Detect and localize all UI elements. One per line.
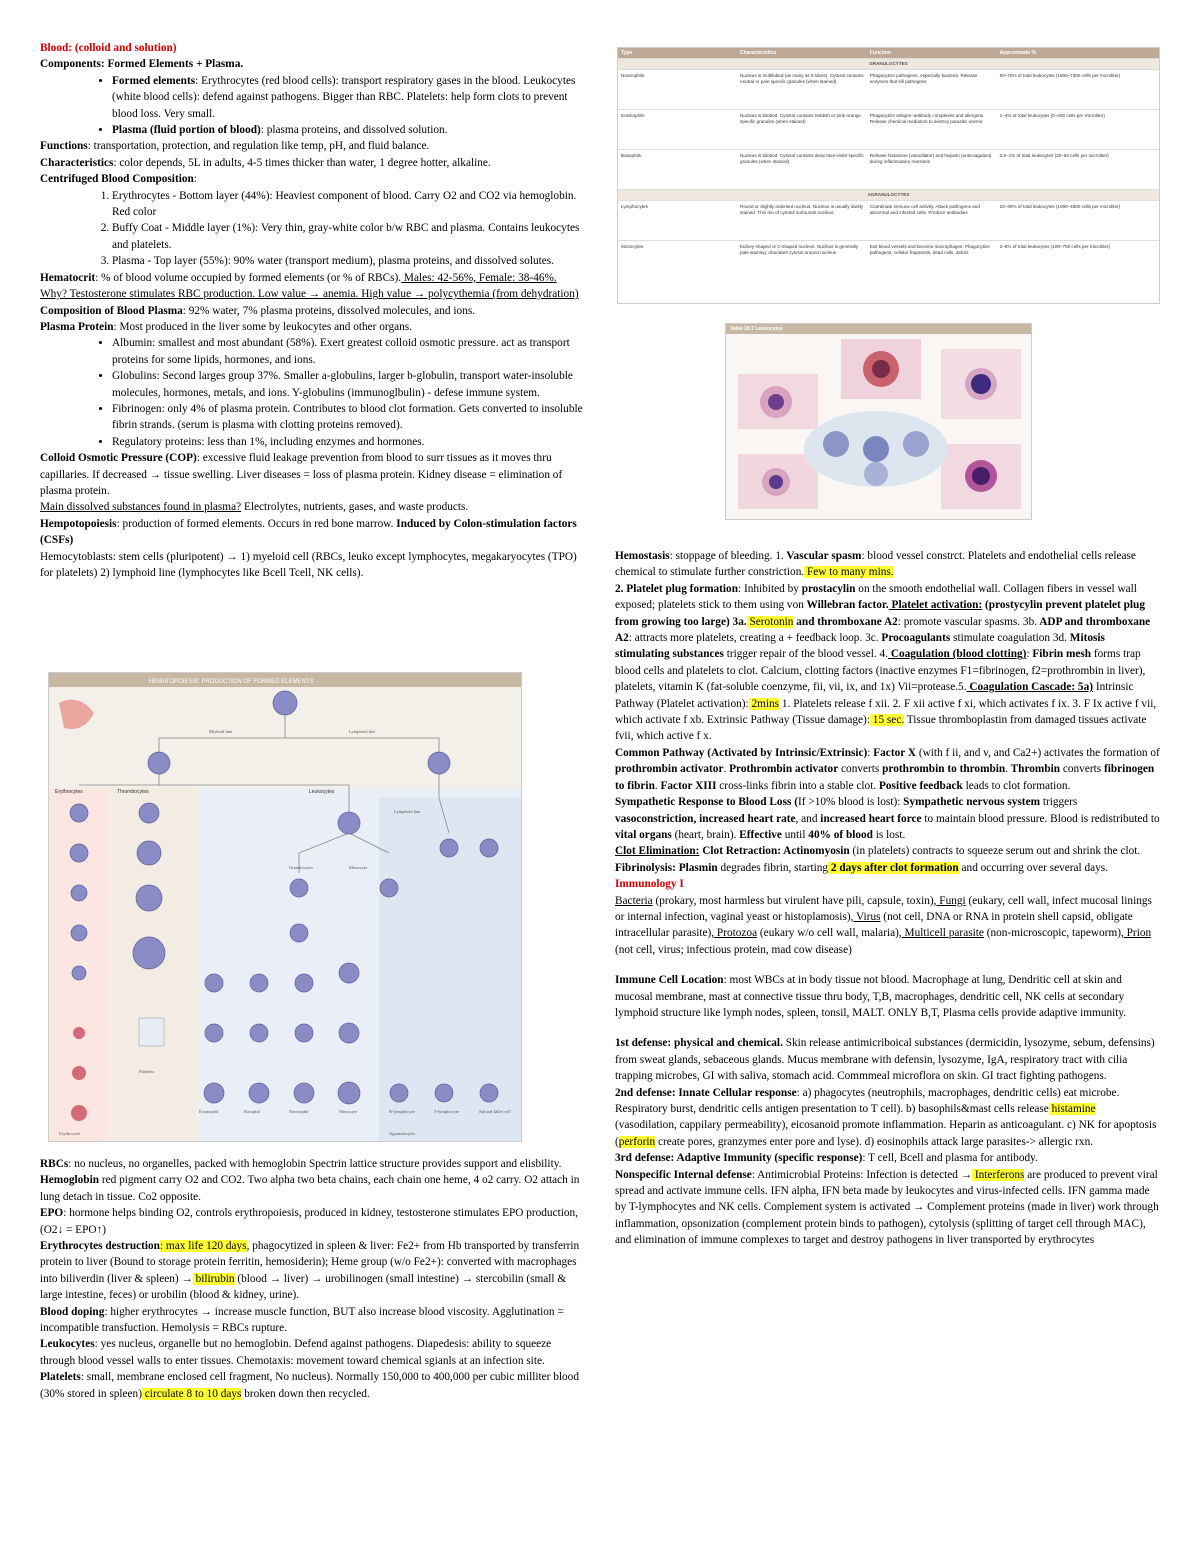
svg-text:Lymphoid line: Lymphoid line (349, 729, 376, 734)
figure-header: HEMATOPOIESIS: PRODUCTION OF FORMED ELEMENTS (149, 679, 314, 685)
svg-text:Eosinophil: Eosinophil (199, 1109, 219, 1114)
nonspecific-paragraph: Nonspecific Internal defense: Antimicrobial Proteins: Infection is detected → Interferons are produced to prevent viral spread and activate immune cells. IFN alpha, IFN beta made by leukocytes and virus-infected cells. IFN gamma made by T-lymphocytes and NK cells. Complement system is activated → Complement proteins (made in liver) work through inflammation, opsonization (complement protein binds to pathogen), cytolysis (splitting of target cell through MAC), and elimination of immune complexes to target and destroy pathogens in liver transported by erythrocytes (615, 1168, 1159, 1247)
sympathetic-paragraph: Sympathetic Response to Blood Loss (If >10% blood is lost): Sympathetic nervous system triggers vasoconstriction, increased heart rate, and increased heart force to maintain blood pressure. Blood is redistributed to vital organs (heart, brain). Effective until 40% of blood is lost. Clot Elimination: Clot Retraction: Actinomyosin (in platelets) contracts to squeeze serum out and shrink the clot. Fibrinolysis: Plasmin degrades fibrin, starting 2 days after clot formation and occurring over several days. (615, 796, 1160, 874)
micrograph-caption: Table 18.7 Leukocytes (726, 324, 1032, 334)
list-item: 3. Plasma - Top layer (55%): 90% water (transport medium), plasma proteins, and dissolved solutes. (112, 253, 585, 269)
hematocrit-line: Hematocrit: % of blood volume occupied by formed elements (or % of RBCs). Males: 42-56%, Female: 38-46%. Why? Testosterone stimulates RBC production. Low value → anemia. High value → polycythemia (from dehydration) (40, 271, 579, 301)
svg-text:Leukocytes: Leukocytes (309, 789, 335, 795)
dissolved-line: Main dissolved substances found in plasma? Electrolytes, nutrients, gases, and waste products. (40, 501, 469, 514)
micrograph-image (726, 334, 1031, 519)
svg-text:Thrombocytes: Thrombocytes (117, 789, 149, 795)
svg-text:Erythrocyte: Erythrocyte (59, 1131, 81, 1136)
second-defense-paragraph: 2nd defense: Innate Cellular response: a) phagocytes (neutrophils, macrophages, dendritic cells) eat microbe. Respiratory burst, dendritic cells antigen presentation to T cell). b) basophils&mast cells release histamine (vasodilation, cappilary permeability), eicosanoid promote inflammation. Heparin as anticoagulant. c) NK for apoptosis (perforin create pores, granzymes enter pore and lyse). d) eosinophils attack large parasites-> allergic rxn. (615, 1086, 1157, 1148)
svg-text:B-lymphocyte: B-lymphocyte (389, 1109, 415, 1114)
svg-text:Erythrocytes: Erythrocytes (55, 789, 83, 795)
leukocyte-table (617, 47, 1160, 304)
svg-text:Monocyte: Monocyte (349, 865, 368, 870)
pathogens-paragraph: Bacteria (prokary, most harmless but virulent have pili, capsule, toxin), Fungi (eukary, cell wall, infect mucosal linings or internal infection, vaginal yeast or histoplamosis), Virus (not cell, DNA or RNA in protein shell capsid, obligate intracellular parasite), Protozoa (eukary w/o cell wall, malaria), Multicell parasite (non-microscopic, tapeworm), Prion (not cell, virus; infectious protein, mad cow disease) (615, 894, 1152, 956)
table-section-row: AGRANULOCYTES (618, 190, 1159, 201)
cell-location-paragraph: Immune Cell Location: most WBCs at in body tissue not blood. Macrophage at lung, Dendritic cell at skin and mucosal membrane, mast at connective tissue thru body, T,B, macrophages, dendritic cell, NK cells at secondary lymphoid structure like lymph nodes, spleen, tonsil, MALT. ONLY B,T, Plasma cells provide adaptive immunity. (615, 974, 1127, 1019)
components-line: Components: Formed Elements + Plasma. (40, 58, 244, 71)
table-row: Lymphocytes Round or slightly indented nucleus. Nucleus is usually darkly stained. Thin rim of cytosol surrounds nucleus Coordinate immune cell activity. Attack pathogens and abnormal and infected cells. Produce antibodies 20–40% of total leukocytes (1000–4800 cells per microliter) (618, 201, 1159, 241)
first-defense-paragraph: 1st defense: physical and chemical. Skin release antimicriboical substances (dermicidin, lysozyme, sebum, defensins) from sweat glands, sebaceous glands. Mucus membrane with defensin, lysozyme, IgA, respiratory tract with cilia trapping microbes, GI with saliva, stomach acid. Commmeal microflora on skin. GI tract fighting pathogens. (615, 1037, 1155, 1083)
hemostasis-paragraph: Hemostasis: stoppage of bleeding. 1. Vascular spasm: blood vessel constrct. Platelets and endothelial cells release chemical to stimulate further constriction. Few to many mins. 2. Platelet plug formation: Inhibited by prostacylin on the smooth endothelial wall. Collagen fibers in vessel wall exposed; platelets stick to them using von Willebran factor. Platelet activation: (prostycylin prevent platelet plug from growing too large) 3a. Serotonin and thromboxane A2: promote vascular spasms. 3b. ADP and thromboxane A2: attracts more platelets, creating a + feedback loop. 3c. Procoagulants stimulate coagulation 3d. Mitosis stimulating substances trigger repair of the blood vessel. 4. Coagulation (blood clotting): Fibrin mesh forms trap blood cells and platelets to clot. Calcium, clotting factors (inactive enzymes F1=fibrinogen, f2=prothrombin in liver), platelets, vitamin K (fat-soluble coenzyme, fii, vii, ix, and 1x) Vii=protease.5. Coagulation Cascade: 5a) Intrinsic Pathway (Platelet activation): 2mins 1. Platelets release f xii. 2. F xii active f xi, which activates f ix. 3. F Ix active f vii, which activate f xb. Extrinsic Pathway (Tissue damage): 15 sec. Tissue thromboplastin from damaged tissues activate fvii, which active f x. (615, 550, 1157, 743)
centrifuged-heading: Centrifuged Blood Composition: (40, 173, 197, 186)
svg-text:Lymphoid line: Lymphoid line (394, 809, 421, 814)
svg-text:Neutrophil: Neutrophil (289, 1109, 309, 1114)
third-defense-paragraph: 3rd defense: Adaptive Immunity (specific response): T cell, Bcell and plasma for antibody. (615, 1152, 1038, 1165)
svg-text:Agranulocytes: Agranulocytes (389, 1131, 416, 1136)
list-item: • Plasma (fluid portion of blood): plasma proteins, and dissolved solution. (112, 122, 585, 138)
blood-title: Blood: (colloid and solution) (40, 42, 177, 54)
formed-list (40, 73, 585, 139)
immunology-title: Immunology I (615, 878, 684, 891)
svg-text:T-lymphocyte: T-lymphocyte (434, 1109, 460, 1114)
hemato-line: Hempotopoiesis: production of formed elements. Occurs in red bone marrow. Induced by Colon-stimulation factors (CSFs) (40, 517, 577, 547)
table-section-row: GRANULOCYTES (618, 59, 1159, 70)
left-lower-column (40, 1156, 585, 1402)
common-pathway-paragraph: Common Pathway (Activated by Intrinsic/Extrinsic): Factor X (with f ii, and v, and Ca2+) activates the formation of prothrombin activator. Prothrombin activator converts prothrombin to thrombin. Thrombin converts fibrinogen to fibrin. Factor XIII cross-links fibrin into a stable clot. Positive feedback leads to clot formation. (615, 746, 1160, 792)
hemocyto-line: Hemocytoblasts: stem cells (pluripotent) → 1) myeloid cell (RBCs, leuko except lymphocytes, megakaryocytes (TPO) for platelets) 2) lymphoid line (lymphocytes like Bcell Tcell, NK cells). (40, 550, 577, 579)
list-item: • Fibrinogen: only 4% of plasma protein. Contributes to blood clot formation. Gets converted to insoluble fibrin strands. (serum is plasma with clotting proteins removed). (112, 401, 585, 434)
centrifuged-list (40, 188, 585, 270)
svg-text:Myeloid line: Myeloid line (209, 729, 233, 734)
protein-list (40, 335, 585, 450)
hematopoiesis-figure (48, 672, 522, 1142)
doping-line: Blood doping: higher erythrocytes → increase muscle function, BUT also increase blood viscosity. Agglutination = incompatible transfuction. Hemolysis = RBCs rupture. (40, 1305, 564, 1335)
table-header-row: Type Characteristics Function Approximate % (618, 48, 1159, 59)
list-item: 2. Buffy Coat - Middle layer (1%): Very thin, gray-white color b/w RBC and plasma. Contains leukocytes and platelets. (112, 220, 585, 253)
svg-text:Natural killer cell: Natural killer cell (479, 1109, 511, 1114)
table-row: Monocytes Kidney-shaped or C-shaped nucleus. Nucleus is generally pale staining. Abundant cytosol around nucleus Exit blood vessels and become macrophages. Phagocytize pathogens, cellular fragments, dead cells, debris 2–8% of total leukocytes (100–700 cells per microliter) (618, 241, 1159, 281)
epo-line: EPO: hormone helps binding O2, controls erythropoiesis, produced in kidney, testosterone stimulates EPO production, (O2↓ = EPO↑) (40, 1207, 578, 1236)
list-item: • Formed elements: Erythrocytes (red blood cells): transport respiratory gases in the blood. Leukocytes (white blood cells): defend against pathogens. Bigger than RBC. Platelets: help form clots to prevent blood loss. Very small. (112, 73, 585, 122)
svg-text:Granulocytes: Granulocytes (289, 865, 313, 870)
composition-line: Composition of Blood Plasma: 92% water, 7% plasma proteins, dissolved molecules, and ions. (40, 304, 476, 317)
table-row: Eosinophils Nucleus is bilobed. Cytosol contains reddish or pink-orange specific granules (when stained) Phagocytize antigen–antibody complexes and allergens. Release chemical mediators to destroy parasitic worms 1–4% of total leukocytes (0–400 cells per microliter) (618, 110, 1159, 150)
left-column (40, 40, 585, 581)
characteristics-line: Characteristics: color depends, 5L in adults, 4-5 times thicker than water, 1 degree hotter, alkaline. (40, 156, 491, 169)
list-item: • Globulins: Second larges group 37%. Smaller a-globulins, larger b-globulin, transport water-insoluble molecules, hormones, metals, and ions. Y-globulins (immunoglbulin) - defese immune system. (112, 368, 585, 401)
list-item: • Regulatory proteins: less than 1%, including enzymes and hormones. (112, 434, 585, 450)
leukocytes-line: Leukocytes: yes nucleus, organelle but no hemoglobin. Defend against pathogens. Diapedesis: ability to squeeze through blood vessel walls to enter tissues. Chemotaxis: movement toward chemical sgianls at an infection site. (40, 1338, 552, 1367)
rbc-line: RBCs: no nucleus, no organelles, packed with hemoglobin Spectrin lattice structure provides support and elisbility. Hemoglobin red pigment carry O2 and CO2. Two alpha two beta chains, each chain one heme, 4 o2 carry. O2 attach in lung detach in tissue. Co2 opposite. (40, 1158, 580, 1203)
svg-text:Monocyte: Monocyte (339, 1109, 358, 1114)
svg-text:Basophil: Basophil (244, 1109, 261, 1114)
svg-text:Platelets: Platelets (139, 1069, 155, 1074)
list-item: • Albumin: smallest and most abundant (58%). Exert greatest colloid osmotic pressure. act as transport proteins for some lipids, hormones, and ions. (112, 335, 585, 368)
leukocyte-micrograph (725, 323, 1032, 520)
table-row: Neutrophils Nucleus is multilobed (as many as 5 lobes). Cytosol contains neutral or pale specific granules (when stained) Phagocytize pathogens, especially bacteria. Release enzymes that kill pathogens 50–70% of total leukocytes (1800–7300 cells per microliter) (618, 70, 1159, 110)
table-row: Basophils Nucleus is bilobed. Cytosol contains deep blue-violet specific granules (when stained) Release histamine (vasodilator) and heparin (anticoagulant) during inflammatory reactions 0.5–1% of total leukocytes (20–50 cells per microliter) (618, 150, 1159, 190)
functions-line: Functions: transportation, protection, and regulation like temp, pH, and fluid balance. (40, 140, 430, 153)
leukocyte-data-table (618, 48, 1159, 281)
platelets-line: Platelets: small, membrane enclosed cell fragment, No nucleus). Normally 150,000 to 400,000 per cubic milliter blood (30% stored in spleen) circulate 8 to 10 days broken down then recycled. (40, 1371, 579, 1400)
destruction-line: Erythrocytes destruction: max life 120 days, phagocytized in spleen & liver: Fe2+ from Hb transported by transferrin protein to liver (Bound to storage protein ferritin, hemosiderin); Heme group (w/o Fe2+): converted with macrophages into biliverdin (liver & spleen) → bilirubin (blood → liver) → urobilinogen (small intestine) → stercobilin (small & large intestine, feces) or urobilin (blood & kidney, urine). (40, 1240, 580, 1302)
hematopoiesis-diagram (49, 673, 521, 1141)
cop-line: Colloid Osmotic Pressure (COP): excessive fluid leakage prevention from blood to surr tissues as it moves thru capillaries. If decreased → tissue swelling. Liver diseases = loss of plasma protein. Kidney disease = elimination of plasma protein. (40, 452, 563, 497)
right-column (615, 548, 1160, 1249)
list-item: 1. Erythrocytes - Bottom layer (44%): Heaviest component of blood. Carry O2 and CO2 via hemoglobin. Red color (112, 188, 585, 221)
plasma-protein-line: Plasma Protein: Most produced in the liver some by leukocytes and other organs. (40, 320, 412, 333)
